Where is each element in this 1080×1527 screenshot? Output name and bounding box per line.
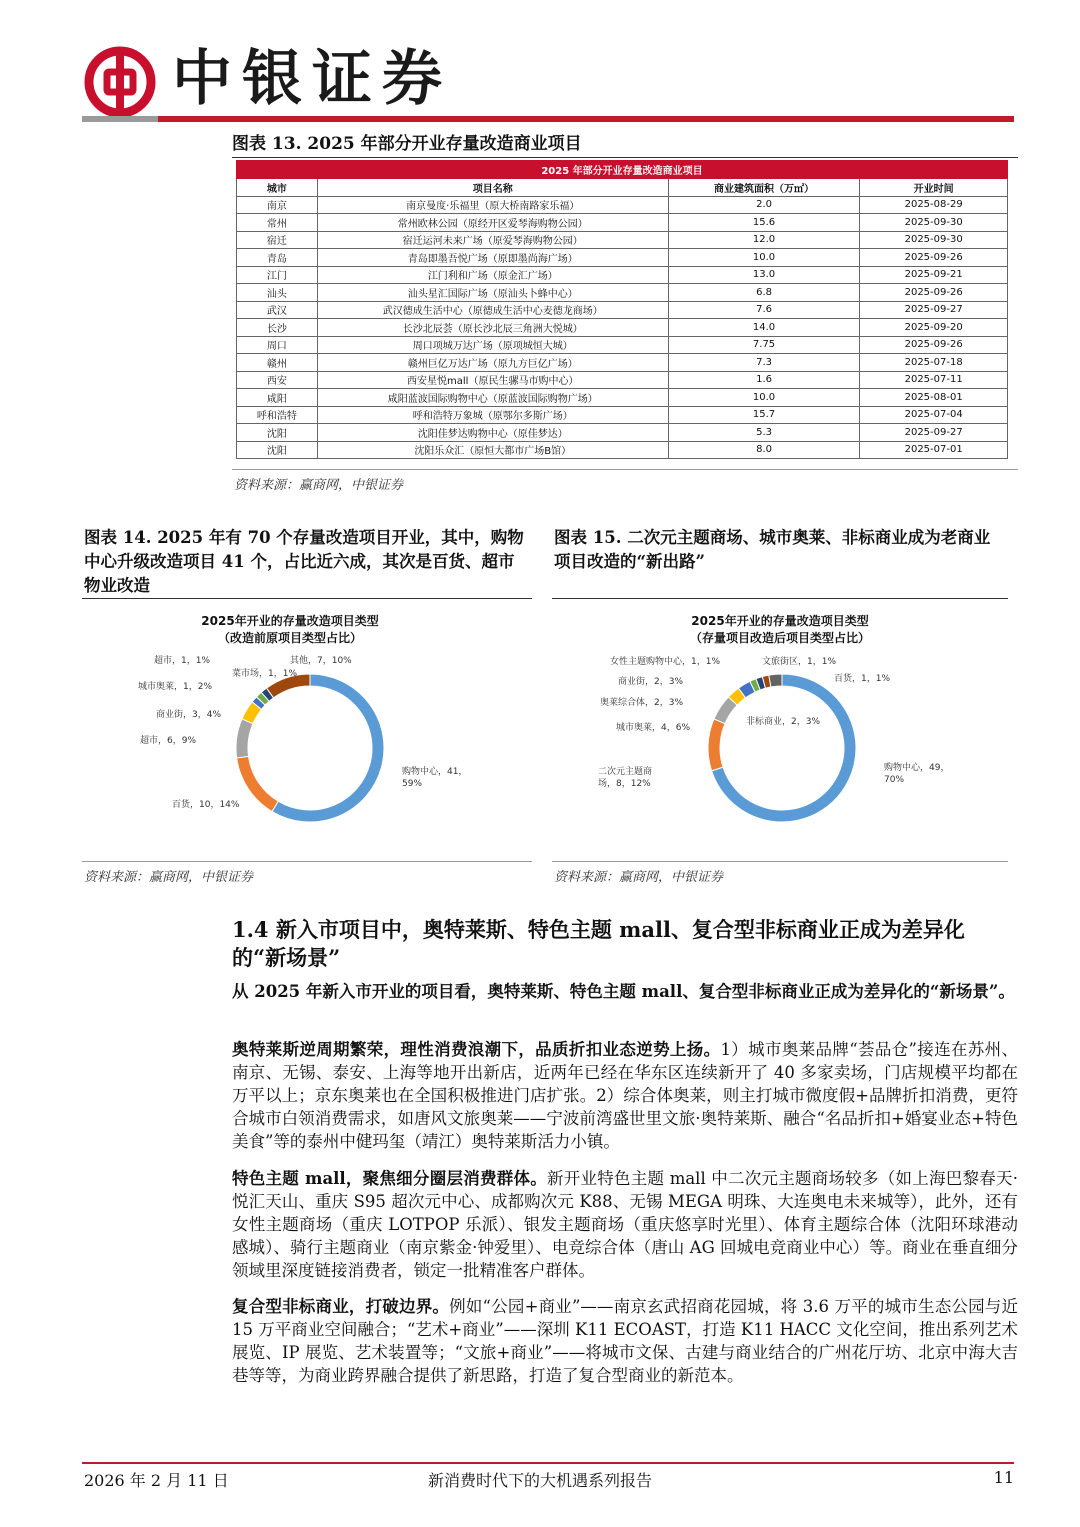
brand-name: 中银证券 (172, 44, 452, 114)
table-cell: 宿迁 (237, 231, 318, 249)
table-cell: 2025-07-18 (860, 354, 1008, 372)
paragraph-theme-mall-lead: 特色主题 mall，聚焦细分圈层消费群体。 (232, 1169, 547, 1188)
footer-date: 2026 年 2 月 11 日 (84, 1471, 229, 1490)
table-row (237, 214, 1008, 232)
donut-slice-0 (272, 674, 384, 822)
fig13-bottom-rule (232, 469, 1018, 470)
chart1-subtitle: （改造前原项目类型占比） (217, 631, 362, 645)
table-cell: 汕头 (237, 284, 318, 302)
header-bar-accent (82, 116, 158, 122)
table-cell: 13.0 (668, 266, 860, 284)
table-cell: 2025-09-21 (860, 266, 1008, 284)
table-cell: 10.0 (668, 389, 860, 407)
fig15-bottom-rule (552, 861, 1008, 862)
paragraph-outlets-lead: 奥特莱斯逆周期繁荣，理性消费浪潮下，品质折扣业态逆势上扬。 (232, 1040, 721, 1059)
section-intro: 从 2025 年新入市开业的项目看，奥特莱斯、特色主题 mall、复合型非标商业正成为差异化的“新场景”。 (232, 982, 1015, 1001)
table-row (237, 424, 1008, 442)
footer-title: 新消费时代下的大机遇系列报告 (427, 1471, 652, 1490)
fig13-source: 资料来源：赢商网，中银证券 (234, 478, 404, 493)
table-row (237, 371, 1008, 389)
table-cell: 呼和浩特万象城（原鄂尔多斯广场） (317, 406, 668, 424)
table-row (237, 406, 1008, 424)
table-cell: 呼和浩特 (237, 406, 318, 424)
table-cell: 1.6 (668, 371, 860, 389)
table-cell: 2025-07-04 (860, 406, 1008, 424)
data-label-1: 百货，10，14% (172, 800, 240, 810)
table-cell: 咸阳蓝波国际购物中心（原蓝波国际购物广场） (317, 389, 668, 407)
paragraph-hybrid (232, 1295, 1018, 1387)
table-caption-row (237, 161, 1008, 179)
data-label-1: 二次元主题商场，8，12% (598, 767, 653, 789)
table-cell: 常州欧林公园（原经开区爱琴海购物公园） (317, 214, 668, 232)
table-cell: 宿迁运河未来广场（原爱琴海购物公园） (317, 231, 668, 249)
table-cell: 14.0 (668, 319, 860, 337)
table-cell: 周口 (237, 336, 318, 354)
table-cell: 长沙 (237, 319, 318, 337)
table-cell: 江门 (237, 266, 318, 284)
data-label-8: 非标商业，2，3% (746, 717, 821, 727)
data-label-7: 其他，7，10% (290, 656, 352, 666)
table-cell: 赣州 (237, 354, 318, 372)
table-cell: 2025-09-27 (860, 301, 1008, 319)
table-header-cell: 开业时间 (860, 179, 1008, 197)
donut-slice-2 (236, 719, 253, 758)
table-caption: 2025 年部分开业存量改造商业项目 (237, 161, 1008, 179)
chart2-title: 2025年开业的存量改造项目类型 (691, 614, 869, 628)
paragraph-outlets (232, 1038, 1018, 1153)
table-row (237, 354, 1008, 372)
fig15-rule (552, 598, 1008, 599)
table-cell: 青岛即墨吾悦广场（原即墨尚海广场） (317, 249, 668, 267)
table-cell: 沈阳 (237, 441, 318, 459)
header-bar (82, 116, 1014, 122)
data-label-3: 奥莱综合体，2，3% (600, 698, 684, 708)
table-cell: 2.0 (668, 196, 860, 214)
boc-logo-icon (84, 46, 156, 118)
table-cell: 沈阳乐众汇（原恒大都市广场B馆） (317, 441, 668, 459)
chart2-subtitle: （存量项目改造后项目类型占比） (689, 631, 870, 645)
fig13-rule (232, 157, 1018, 158)
table-header-cell: 项目名称 (317, 179, 668, 197)
table-cell: 7.3 (668, 354, 860, 372)
donut-slice-8 (769, 674, 782, 687)
donut-slice-1 (237, 756, 279, 811)
table-row (237, 336, 1008, 354)
chart1-title: 2025年开业的存量改造项目类型 (201, 614, 379, 628)
table-header-cell: 城市 (237, 179, 318, 197)
fig13-table (236, 160, 1008, 459)
table-row (237, 284, 1008, 302)
chart1-donut (82, 600, 532, 850)
paragraph-theme-mall (232, 1167, 1018, 1282)
paragraph-hybrid-lead: 复合型非标商业，打破边界。 (232, 1297, 450, 1316)
table-cell: 赣州巨亿万达广场（原九方巨亿广场） (317, 354, 668, 372)
table-cell: 周口项城万达广场（原项城恒大城） (317, 336, 668, 354)
table-cell: 2025-08-01 (860, 389, 1008, 407)
fig14-bottom-rule (82, 861, 532, 862)
table-cell: 7.75 (668, 336, 860, 354)
table-cell: 汕头星汇国际广场（原汕头卜蜂中心） (317, 284, 668, 302)
data-label-3: 商业街，3，4% (156, 710, 222, 720)
table-cell: 江门利和广场（原金汇广场） (317, 266, 668, 284)
fig14-title: 图表 14. 2025 年有 70 个存量改造项目开业，其中，购物中心升级改造项目 41 个，占比近六成，其次是百货、超市物业改造 (84, 528, 524, 595)
table-cell: 15.7 (668, 406, 860, 424)
table-row (237, 249, 1008, 267)
table-cell: 青岛 (237, 249, 318, 267)
data-label-4: 城市奥莱，1，2% (138, 682, 213, 692)
chart2-donut (552, 600, 1008, 850)
table-header-row (237, 179, 1008, 197)
fig13-title: 图表 13. 2025 年部分开业存量改造商业项目 (232, 134, 582, 154)
table-row (237, 266, 1008, 284)
table-row (237, 389, 1008, 407)
table-cell: 2025-09-26 (860, 249, 1008, 267)
table-cell: 10.0 (668, 249, 860, 267)
table-row (237, 441, 1008, 459)
paragraph-outlets-body: 1）城市奥莱品牌“荟品仓”接连在苏州、南京、无锡、泰安、上海等地开出新店，近两年已经在华东区连续新开了 40 多家卖场，门店规模平均都在万平以上；京东奥莱也在全国积极推进门店扩张。2）综合体奥莱，则主打城市微度假+品牌折扣消费，更符合城市白领消费需求，如唐风文旅奥莱——宁波前湾盛世里文旅·奥特莱斯、融合“名品折扣+婚宴业态+特色美食”等的泰州中健玛玺（靖江）奥特莱斯活力小镇。 (232, 1040, 1018, 1151)
table-row (237, 196, 1008, 214)
data-label-6: 文旅街区，1，1% (762, 657, 837, 667)
paragraph-theme-mall-body: 新开业特色主题 mall 中二次元主题商场较多（如上海巴黎春天·悦汇天山、重庆 S95 超次元中心、成都购次元 K88、无锡 MEGA 明珠、大连奥电未来城等），此外，还有女性主题商场（重庆 LOTPOP 乐派）、银发主题商场（重庆悠享时光里）、体育主题综合体（沈阳环球港动感城）、骑行主题商业（南京紫金·钟爱里）、电竞综合体（唐山 AG 回城电竞商业中心）等。商业在垂直细分领域里深度链接消费者，锁定一批精准客户群体。 (232, 1169, 1018, 1280)
table-cell: 长沙北辰荟（原长沙北辰三角洲大悦城） (317, 319, 668, 337)
table-cell: 2025-09-26 (860, 284, 1008, 302)
table-cell: 2025-08-29 (860, 196, 1008, 214)
table-header-cell: 商业建筑面积（万㎡） (668, 179, 860, 197)
section-heading: 1.4 新入市项目中，奥特莱斯、特色主题 mall、复合型非标商业正成为差异化的“新场景” (232, 917, 965, 970)
fig14-source: 资料来源：赢商网，中银证券 (84, 870, 254, 885)
table-cell: 南京 (237, 196, 318, 214)
table-row (237, 319, 1008, 337)
table-cell: 5.3 (668, 424, 860, 442)
table-cell: 2025-09-20 (860, 319, 1008, 337)
table-cell: 武汉德成生活中心（原德成生活中心麦德龙商场） (317, 301, 668, 319)
data-label-5: 女性主题购物中心，1，1% (610, 657, 721, 667)
fig15-title: 图表 15. 二次元主题商场、城市奥莱、非标商业成为老商业项目改造的“新出路” (554, 528, 991, 571)
paragraph-hybrid-body: 例如“公园+商业”——南京玄武招商花园城，将 3.6 万平的城市生态公园与近 15 万平商业空间融合；“艺术+商业”——深圳 K11 ECOAST，打造 K11 HACC 文化空间，推出系列艺术展览、IP 展览、艺术装置等；“文旅+商业”——将城市文保、古建与商业结合的广州花厅坊、北京中海大吉巷等等，为商业跨界融合提供了新思路，打造了复合型商业的新范本。 (232, 1297, 1018, 1385)
table-cell: 2025-07-11 (860, 371, 1008, 389)
table-cell: 南京曼度·乐福里（原大桥南路家乐福） (317, 196, 668, 214)
table-row (237, 231, 1008, 249)
data-label-7: 百货，1，1% (834, 674, 891, 684)
footer-line (82, 1462, 1014, 1464)
table-cell: 12.0 (668, 231, 860, 249)
table-cell: 2025-09-26 (860, 336, 1008, 354)
table-cell: 2025-09-30 (860, 231, 1008, 249)
table-cell: 2025-07-01 (860, 441, 1008, 459)
table-cell: 沈阳 (237, 424, 318, 442)
table-cell: 6.8 (668, 284, 860, 302)
table-cell: 西安 (237, 371, 318, 389)
donut-slice-1 (708, 719, 725, 771)
data-label-6: 菜市场，1，1% (232, 669, 298, 679)
table-cell: 武汉 (237, 301, 318, 319)
table-row (237, 301, 1008, 319)
data-label-4: 商业街，2，3% (618, 677, 684, 687)
table-cell: 常州 (237, 214, 318, 232)
table-cell: 2025-09-30 (860, 214, 1008, 232)
fig14-rule (82, 598, 532, 599)
table-cell: 西安星悦mall（原民生骡马市购中心） (317, 371, 668, 389)
data-label-0: 购物中心，41， 59% (402, 767, 468, 789)
page-number: 11 (993, 1468, 1014, 1487)
table-cell: 沈阳佳梦达购物中心（原佳梦达） (317, 424, 668, 442)
table-cell: 咸阳 (237, 389, 318, 407)
table-cell: 15.6 (668, 214, 860, 232)
table-cell: 7.6 (668, 301, 860, 319)
data-label-2: 城市奥莱，4，6% (616, 723, 691, 733)
data-label-2: 超市，6，9% (140, 736, 197, 746)
table-cell: 2025-09-27 (860, 424, 1008, 442)
fig15-source: 资料来源：赢商网，中银证券 (554, 870, 724, 885)
data-label-0: 购物中心，49， 70% (884, 763, 950, 785)
table-cell: 8.0 (668, 441, 860, 459)
data-label-5: 超市，1，1% (154, 656, 211, 666)
